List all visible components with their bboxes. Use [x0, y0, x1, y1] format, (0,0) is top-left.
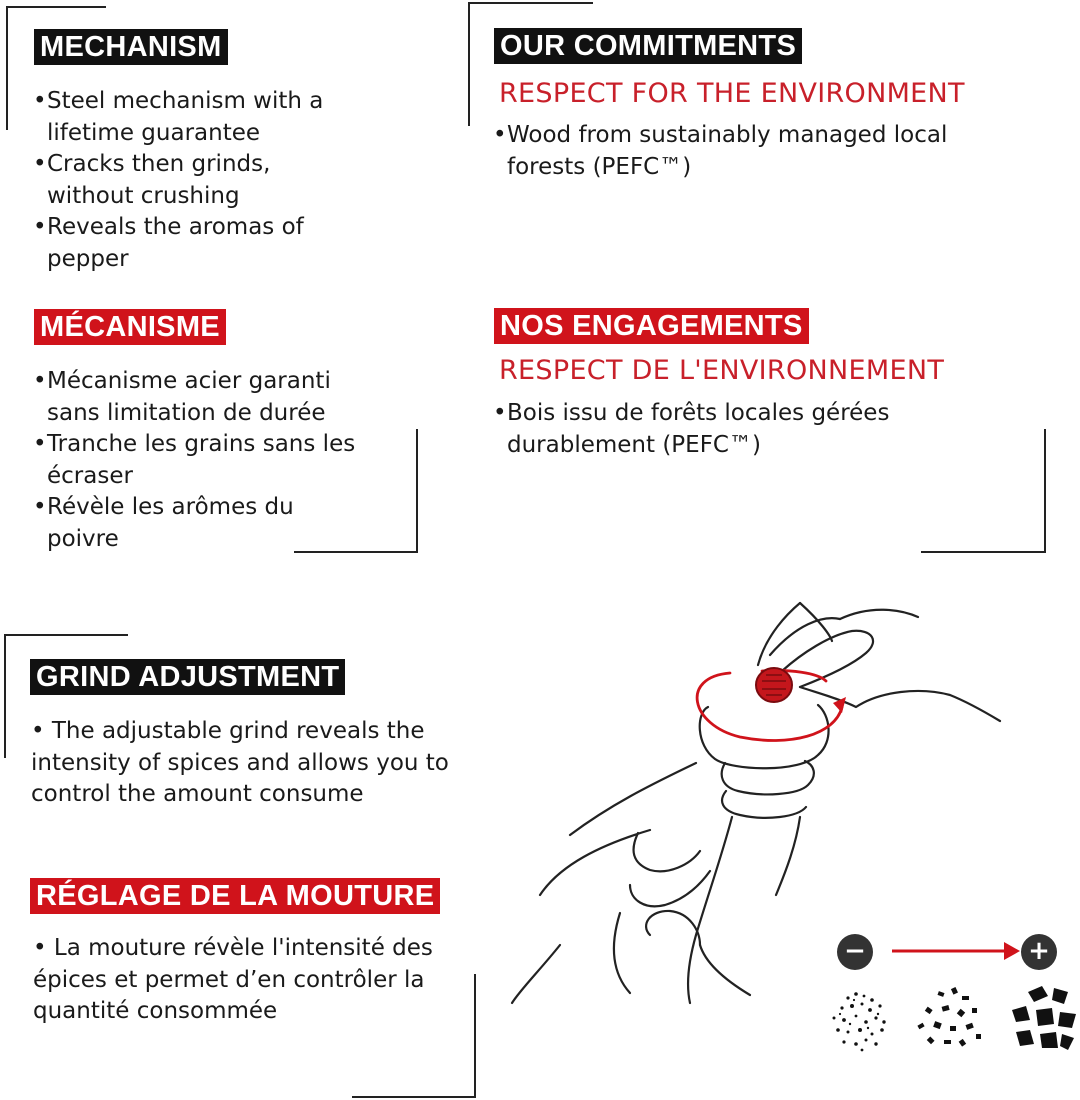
- corner-line: [6, 6, 8, 130]
- corner-line: [416, 429, 418, 553]
- corner-line: [6, 6, 106, 8]
- corner-line: [1044, 429, 1046, 553]
- mecanisme-list: [33, 366, 363, 555]
- grind-text: • The adjustable grind reveals the intensity of spices and allows you to control the amount consume: [31, 718, 449, 807]
- list-item: • Tranche les grains sans les écraser: [33, 429, 363, 492]
- list-item: • Cracks then grinds, without crushing: [33, 149, 343, 212]
- list-item: • Reveals the aromas of pepper: [33, 212, 343, 275]
- fine-grind-icon: [833, 992, 886, 1051]
- coarse-grind-icon: [1012, 986, 1076, 1050]
- subtitle-environment: RESPECT FOR THE ENVIRONMENT: [499, 78, 965, 109]
- minus-icon: −: [837, 934, 873, 970]
- list-item: • Wood from sustainably managed local forests (PEFC™): [493, 120, 1013, 183]
- corner-line: [352, 1096, 476, 1098]
- plus-icon: +: [1021, 934, 1057, 970]
- subtitle-environnement: RESPECT DE L'ENVIRONNEMENT: [499, 355, 945, 386]
- engagements-list: [493, 398, 993, 461]
- medium-grind-icon: [917, 987, 981, 1047]
- corner-line: [921, 551, 1046, 553]
- list-item: • Steel mechanism with a lifetime guarantee: [33, 86, 343, 149]
- corner-line: [468, 2, 593, 4]
- section-title-engagements: NOS ENGAGEMENTS: [494, 308, 809, 344]
- list-item: • Mécanisme acier garanti sans limitation de durée: [33, 366, 363, 429]
- reglage-text: • La mouture révèle l'intensité des épices et permet d’en contrôler la quantité consommée: [33, 935, 433, 1024]
- section-title-mecanisme: MÉCANISME: [34, 309, 226, 345]
- list-item: • Révèle les arômes du poivre: [33, 492, 363, 555]
- list-item: • Bois issu de forêts locales gérées durablement (PEFC™): [493, 398, 993, 461]
- section-title-reglage: RÉGLAGE DE LA MOUTURE: [30, 878, 440, 914]
- scale-arrow-head: [1004, 942, 1020, 960]
- corner-line: [468, 2, 470, 126]
- section-title-grind: GRIND ADJUSTMENT: [30, 659, 345, 695]
- corner-line: [474, 974, 476, 1098]
- section-title-commitments: OUR COMMITMENTS: [494, 28, 802, 64]
- mechanism-list: [33, 86, 343, 275]
- corner-line: [4, 634, 128, 636]
- commitments-list: [493, 120, 1013, 183]
- section-title-mechanism: MECHANISM: [34, 29, 228, 65]
- corner-line: [4, 634, 6, 758]
